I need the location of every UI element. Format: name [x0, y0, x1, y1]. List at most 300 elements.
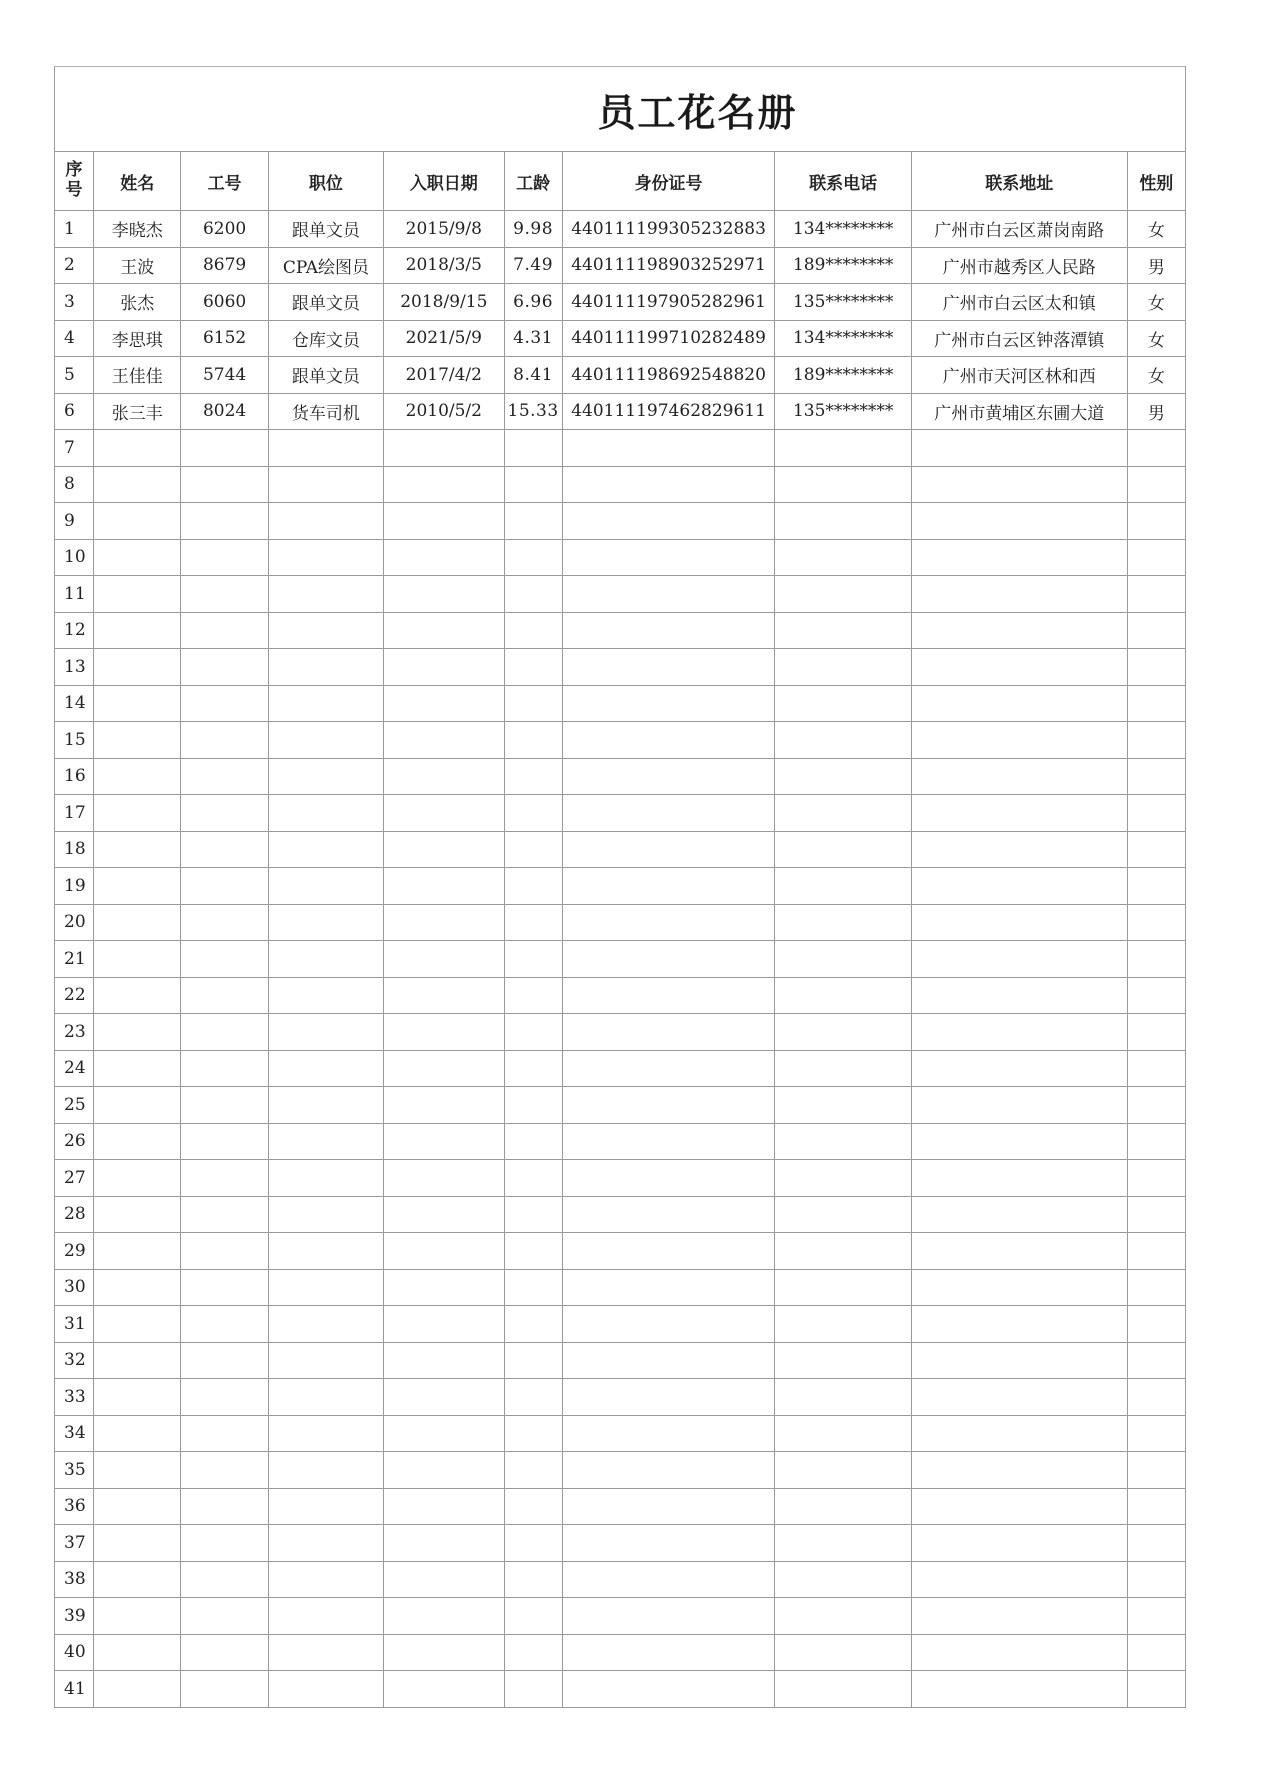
cell-id-card	[562, 1452, 775, 1489]
cell-hire-date: 2010/5/2	[384, 393, 504, 430]
cell-name	[94, 758, 181, 795]
cell-hire-date	[384, 1488, 504, 1525]
cell-position	[268, 831, 383, 868]
cell-name	[94, 1196, 181, 1233]
table-row	[55, 284, 1186, 321]
cell-seq: 28	[55, 1196, 94, 1233]
table-row	[55, 1050, 1186, 1087]
cell-phone: 135********	[775, 393, 911, 430]
cell-address	[911, 466, 1127, 503]
cell-tenure	[504, 612, 562, 649]
header-seq	[55, 152, 94, 211]
table-row	[55, 1379, 1186, 1416]
cell-name	[94, 1561, 181, 1598]
cell-address	[911, 1634, 1127, 1671]
cell-name	[94, 539, 181, 576]
cell-emp-id: 5744	[181, 357, 268, 394]
cell-tenure	[504, 1087, 562, 1124]
cell-emp-id	[181, 1123, 268, 1160]
header-row	[55, 152, 1186, 211]
cell-hire-date	[384, 1561, 504, 1598]
cell-id-card	[562, 1634, 775, 1671]
cell-gender	[1127, 1488, 1185, 1525]
cell-name	[94, 649, 181, 686]
cell-seq: 36	[55, 1488, 94, 1525]
cell-name: 李思琪	[94, 320, 181, 357]
cell-position	[268, 1014, 383, 1051]
cell-tenure	[504, 977, 562, 1014]
cell-hire-date	[384, 795, 504, 832]
cell-position	[268, 466, 383, 503]
cell-tenure	[504, 1014, 562, 1051]
cell-hire-date	[384, 1598, 504, 1635]
cell-position	[268, 1561, 383, 1598]
cell-gender: 女	[1127, 284, 1185, 321]
table-row	[55, 1452, 1186, 1489]
cell-tenure	[504, 758, 562, 795]
table-row	[55, 1525, 1186, 1562]
table-row	[55, 868, 1186, 905]
cell-position: 仓库文员	[268, 320, 383, 357]
cell-position	[268, 503, 383, 540]
cell-id-card	[562, 1525, 775, 1562]
cell-gender	[1127, 904, 1185, 941]
cell-phone	[775, 576, 911, 613]
cell-hire-date	[384, 576, 504, 613]
cell-phone	[775, 977, 911, 1014]
cell-hire-date	[384, 1342, 504, 1379]
cell-address	[911, 430, 1127, 467]
cell-position: 跟单文员	[268, 211, 383, 248]
cell-position	[268, 941, 383, 978]
cell-position	[268, 685, 383, 722]
cell-gender	[1127, 649, 1185, 686]
header-phone: 联系电话	[775, 152, 911, 211]
cell-position	[268, 612, 383, 649]
cell-address	[911, 503, 1127, 540]
cell-id-card	[562, 795, 775, 832]
cell-phone	[775, 649, 911, 686]
cell-hire-date	[384, 904, 504, 941]
cell-address	[911, 904, 1127, 941]
cell-hire-date	[384, 868, 504, 905]
cell-hire-date	[384, 831, 504, 868]
cell-name	[94, 503, 181, 540]
cell-emp-id	[181, 685, 268, 722]
cell-gender	[1127, 868, 1185, 905]
cell-emp-id	[181, 977, 268, 1014]
cell-position: CPA绘图员	[268, 247, 383, 284]
cell-name: 张三丰	[94, 393, 181, 430]
cell-name	[94, 1634, 181, 1671]
cell-tenure	[504, 1379, 562, 1416]
cell-seq: 14	[55, 685, 94, 722]
cell-address	[911, 758, 1127, 795]
cell-position	[268, 1525, 383, 1562]
cell-id-card	[562, 1671, 775, 1708]
cell-tenure	[504, 868, 562, 905]
table-row	[55, 576, 1186, 613]
cell-hire-date	[384, 941, 504, 978]
table-row	[55, 466, 1186, 503]
cell-seq: 18	[55, 831, 94, 868]
cell-name	[94, 1014, 181, 1051]
cell-name: 王波	[94, 247, 181, 284]
cell-hire-date	[384, 649, 504, 686]
cell-id-card	[562, 977, 775, 1014]
cell-position	[268, 1488, 383, 1525]
cell-address	[911, 1306, 1127, 1343]
cell-name	[94, 1123, 181, 1160]
cell-emp-id: 8679	[181, 247, 268, 284]
cell-name	[94, 1087, 181, 1124]
cell-phone	[775, 612, 911, 649]
cell-gender: 男	[1127, 393, 1185, 430]
page-title: 员工花名册	[597, 90, 798, 135]
cell-gender	[1127, 1123, 1185, 1160]
cell-name	[94, 1379, 181, 1416]
cell-address	[911, 1087, 1127, 1124]
cell-emp-id	[181, 1598, 268, 1635]
cell-id-card	[562, 1160, 775, 1197]
cell-emp-id	[181, 722, 268, 759]
cell-name	[94, 831, 181, 868]
cell-emp-id	[181, 649, 268, 686]
cell-phone	[775, 1050, 911, 1087]
cell-phone	[775, 1269, 911, 1306]
cell-phone	[775, 1634, 911, 1671]
header-id-card: 身份证号	[562, 152, 775, 211]
cell-address	[911, 795, 1127, 832]
cell-phone	[775, 868, 911, 905]
cell-seq: 6	[55, 393, 94, 430]
employee-roster-table	[54, 66, 1186, 1708]
cell-emp-id	[181, 1014, 268, 1051]
cell-seq: 33	[55, 1379, 94, 1416]
cell-seq: 40	[55, 1634, 94, 1671]
cell-phone	[775, 1233, 911, 1270]
header-position: 职位	[268, 152, 383, 211]
cell-tenure	[504, 1160, 562, 1197]
table-row	[55, 211, 1186, 248]
cell-tenure	[504, 1269, 562, 1306]
cell-emp-id	[181, 758, 268, 795]
cell-gender	[1127, 1342, 1185, 1379]
cell-emp-id	[181, 795, 268, 832]
cell-emp-id	[181, 1342, 268, 1379]
table-row	[55, 393, 1186, 430]
cell-address	[911, 1379, 1127, 1416]
cell-address	[911, 1671, 1127, 1708]
cell-tenure	[504, 430, 562, 467]
cell-phone	[775, 685, 911, 722]
table-row	[55, 1415, 1186, 1452]
cell-phone	[775, 539, 911, 576]
cell-tenure: 15.33	[504, 393, 562, 430]
cell-phone	[775, 1561, 911, 1598]
cell-emp-id	[181, 1452, 268, 1489]
cell-emp-id	[181, 1233, 268, 1270]
cell-phone	[775, 503, 911, 540]
cell-emp-id	[181, 503, 268, 540]
cell-name: 李晓杰	[94, 211, 181, 248]
header-emp-id: 工号	[181, 152, 268, 211]
cell-gender: 男	[1127, 247, 1185, 284]
cell-id-card	[562, 649, 775, 686]
cell-hire-date	[384, 1415, 504, 1452]
cell-address: 广州市白云区萧岗南路	[911, 211, 1127, 248]
table-row	[55, 685, 1186, 722]
cell-phone	[775, 758, 911, 795]
cell-seq: 38	[55, 1561, 94, 1598]
cell-hire-date: 2017/4/2	[384, 357, 504, 394]
cell-name	[94, 1525, 181, 1562]
cell-name	[94, 977, 181, 1014]
cell-id-card	[562, 1050, 775, 1087]
cell-id-card	[562, 904, 775, 941]
cell-tenure: 7.49	[504, 247, 562, 284]
cell-hire-date	[384, 1160, 504, 1197]
cell-position	[268, 576, 383, 613]
cell-address: 广州市黄埔区东圃大道	[911, 393, 1127, 430]
cell-phone	[775, 722, 911, 759]
cell-emp-id: 6152	[181, 320, 268, 357]
cell-id-card	[562, 1306, 775, 1343]
cell-gender	[1127, 1269, 1185, 1306]
table-row	[55, 649, 1186, 686]
cell-emp-id	[181, 1525, 268, 1562]
cell-position	[268, 539, 383, 576]
cell-hire-date: 2015/9/8	[384, 211, 504, 248]
cell-id-card	[562, 612, 775, 649]
cell-gender	[1127, 831, 1185, 868]
cell-gender	[1127, 1452, 1185, 1489]
cell-seq: 31	[55, 1306, 94, 1343]
cell-phone	[775, 430, 911, 467]
cell-emp-id	[181, 1269, 268, 1306]
cell-name	[94, 722, 181, 759]
cell-gender	[1127, 1671, 1185, 1708]
cell-name	[94, 1342, 181, 1379]
cell-tenure: 4.31	[504, 320, 562, 357]
cell-id-card	[562, 576, 775, 613]
cell-tenure	[504, 1196, 562, 1233]
cell-emp-id: 8024	[181, 393, 268, 430]
cell-seq: 10	[55, 539, 94, 576]
header-tenure: 工龄	[504, 152, 562, 211]
cell-gender	[1127, 1415, 1185, 1452]
cell-name	[94, 1452, 181, 1489]
cell-emp-id	[181, 1196, 268, 1233]
cell-gender	[1127, 1379, 1185, 1416]
cell-seq: 22	[55, 977, 94, 1014]
cell-address	[911, 1050, 1127, 1087]
cell-tenure	[504, 1342, 562, 1379]
cell-gender	[1127, 503, 1185, 540]
cell-seq: 26	[55, 1123, 94, 1160]
table-row	[55, 503, 1186, 540]
cell-seq: 27	[55, 1160, 94, 1197]
cell-tenure	[504, 1634, 562, 1671]
cell-phone	[775, 1379, 911, 1416]
cell-seq: 4	[55, 320, 94, 357]
cell-phone	[775, 1452, 911, 1489]
cell-position: 跟单文员	[268, 357, 383, 394]
cell-position	[268, 1123, 383, 1160]
cell-tenure	[504, 539, 562, 576]
cell-name	[94, 1233, 181, 1270]
cell-emp-id	[181, 612, 268, 649]
cell-hire-date	[384, 977, 504, 1014]
cell-name	[94, 612, 181, 649]
cell-hire-date	[384, 1306, 504, 1343]
cell-emp-id	[181, 430, 268, 467]
cell-id-card: 440111199305232883	[562, 211, 775, 248]
table-row	[55, 1342, 1186, 1379]
table-row	[55, 1561, 1186, 1598]
cell-hire-date	[384, 1123, 504, 1160]
cell-seq: 15	[55, 722, 94, 759]
cell-hire-date	[384, 1196, 504, 1233]
cell-tenure	[504, 941, 562, 978]
cell-emp-id: 6060	[181, 284, 268, 321]
cell-emp-id	[181, 1050, 268, 1087]
cell-address: 广州市白云区钟落潭镇	[911, 320, 1127, 357]
cell-tenure	[504, 1525, 562, 1562]
cell-emp-id	[181, 1379, 268, 1416]
title-row	[55, 67, 1186, 152]
cell-gender	[1127, 941, 1185, 978]
cell-tenure: 6.96	[504, 284, 562, 321]
cell-seq: 9	[55, 503, 94, 540]
cell-address	[911, 1598, 1127, 1635]
cell-emp-id	[181, 831, 268, 868]
cell-seq: 41	[55, 1671, 94, 1708]
table-row	[55, 1598, 1186, 1635]
cell-gender	[1127, 1634, 1185, 1671]
header-hire-date: 入职日期	[384, 152, 504, 211]
cell-position	[268, 1306, 383, 1343]
table-row	[55, 1160, 1186, 1197]
cell-seq: 24	[55, 1050, 94, 1087]
cell-position	[268, 868, 383, 905]
cell-emp-id	[181, 539, 268, 576]
cell-phone	[775, 1123, 911, 1160]
cell-position: 跟单文员	[268, 284, 383, 321]
table-row	[55, 357, 1186, 394]
cell-id-card	[562, 758, 775, 795]
cell-id-card	[562, 539, 775, 576]
cell-emp-id	[181, 868, 268, 905]
cell-gender: 女	[1127, 320, 1185, 357]
cell-position	[268, 1452, 383, 1489]
cell-seq: 13	[55, 649, 94, 686]
cell-seq: 39	[55, 1598, 94, 1635]
cell-position	[268, 1160, 383, 1197]
cell-name	[94, 1671, 181, 1708]
table-row	[55, 1269, 1186, 1306]
cell-id-card	[562, 831, 775, 868]
cell-id-card	[562, 1415, 775, 1452]
cell-phone	[775, 1342, 911, 1379]
cell-emp-id	[181, 904, 268, 941]
cell-address	[911, 1269, 1127, 1306]
cell-emp-id	[181, 1415, 268, 1452]
table-row	[55, 1123, 1186, 1160]
cell-tenure	[504, 904, 562, 941]
cell-position	[268, 1233, 383, 1270]
cell-gender	[1127, 685, 1185, 722]
cell-phone	[775, 1525, 911, 1562]
cell-address	[911, 831, 1127, 868]
cell-tenure	[504, 1561, 562, 1598]
cell-id-card	[562, 430, 775, 467]
cell-name	[94, 904, 181, 941]
cell-position	[268, 795, 383, 832]
cell-phone	[775, 1488, 911, 1525]
cell-id-card: 440111198692548820	[562, 357, 775, 394]
cell-id-card	[562, 1196, 775, 1233]
cell-gender	[1127, 1598, 1185, 1635]
cell-tenure	[504, 576, 562, 613]
cell-id-card	[562, 1561, 775, 1598]
cell-id-card	[562, 1379, 775, 1416]
cell-name	[94, 1269, 181, 1306]
cell-seq: 21	[55, 941, 94, 978]
cell-id-card	[562, 722, 775, 759]
cell-address	[911, 1014, 1127, 1051]
cell-tenure	[504, 1306, 562, 1343]
cell-name: 张杰	[94, 284, 181, 321]
cell-phone: 134********	[775, 211, 911, 248]
cell-emp-id	[181, 941, 268, 978]
cell-position	[268, 1634, 383, 1671]
cell-tenure	[504, 1452, 562, 1489]
cell-gender	[1127, 1160, 1185, 1197]
cell-hire-date	[384, 1525, 504, 1562]
cell-hire-date	[384, 430, 504, 467]
cell-gender	[1127, 576, 1185, 613]
cell-hire-date	[384, 1452, 504, 1489]
table-row	[55, 1196, 1186, 1233]
cell-address	[911, 1561, 1127, 1598]
table-row	[55, 1488, 1186, 1525]
cell-name	[94, 868, 181, 905]
table-row	[55, 1634, 1186, 1671]
cell-seq: 20	[55, 904, 94, 941]
cell-phone: 189********	[775, 247, 911, 284]
table-row	[55, 977, 1186, 1014]
cell-name	[94, 1160, 181, 1197]
table-body	[55, 211, 1186, 1708]
cell-position	[268, 1050, 383, 1087]
cell-position	[268, 722, 383, 759]
cell-position	[268, 1087, 383, 1124]
cell-phone	[775, 1014, 911, 1051]
cell-tenure	[504, 1488, 562, 1525]
cell-address	[911, 1342, 1127, 1379]
cell-gender	[1127, 612, 1185, 649]
cell-hire-date: 2021/5/9	[384, 320, 504, 357]
cell-name	[94, 1415, 181, 1452]
cell-gender	[1127, 795, 1185, 832]
cell-address	[911, 1160, 1127, 1197]
cell-gender	[1127, 1196, 1185, 1233]
cell-phone: 134********	[775, 320, 911, 357]
cell-id-card	[562, 1087, 775, 1124]
cell-phone	[775, 831, 911, 868]
cell-gender	[1127, 758, 1185, 795]
